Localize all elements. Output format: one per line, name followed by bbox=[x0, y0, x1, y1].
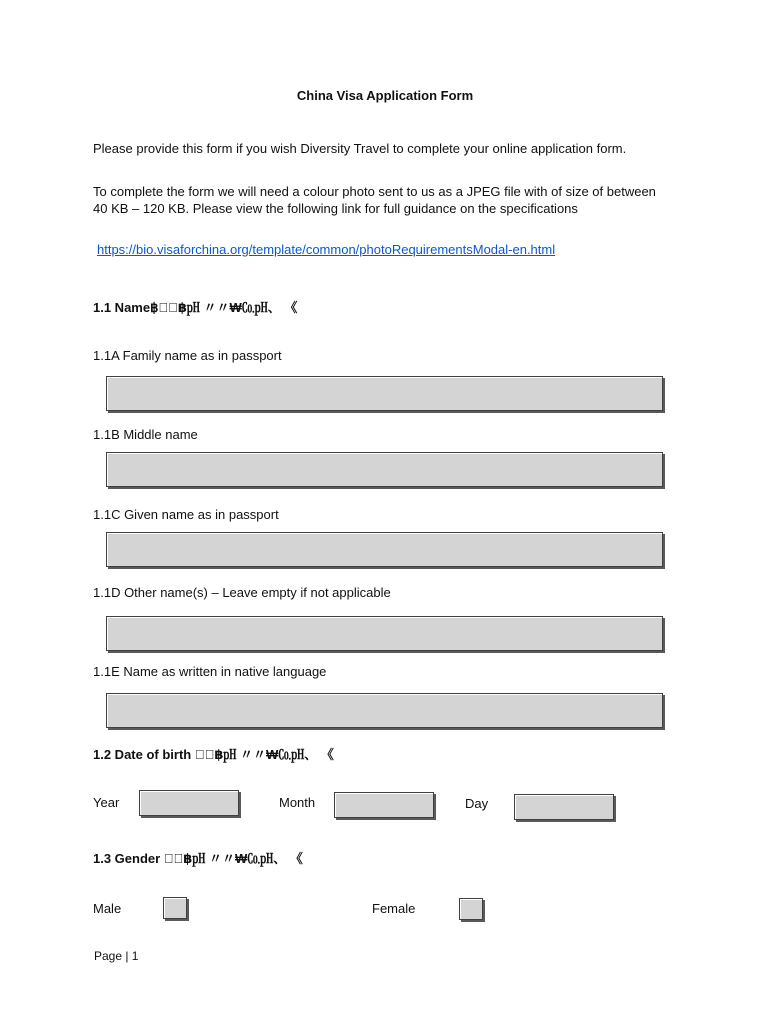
page-title: China Visa Application Form bbox=[296, 88, 474, 103]
intro-text: Please provide this form if you wish Diversity Travel to complete your online application form. bbox=[93, 141, 627, 156]
male-checkbox[interactable] bbox=[163, 897, 187, 919]
native-name-field[interactable] bbox=[106, 693, 663, 728]
year-label: Year bbox=[93, 795, 120, 810]
year-field[interactable] bbox=[139, 790, 239, 816]
day-label: Day bbox=[465, 796, 489, 811]
family-name-label: 1.1A Family name as in passport bbox=[93, 348, 282, 363]
female-checkbox[interactable] bbox=[459, 898, 483, 920]
gender-section-heading: 1.3 Gender 。ᷔ฿㏗ 〃〃₩㏇㏗、 《 bbox=[93, 851, 303, 866]
male-label: Male bbox=[93, 901, 122, 916]
female-label: Female bbox=[372, 901, 416, 916]
middle-name-label: 1.1B Middle name bbox=[93, 427, 198, 442]
month-field[interactable] bbox=[334, 792, 434, 818]
photo-requirements-link[interactable]: https://bio.visaforchina.org/template/common/photoRequirementsModal-en.html bbox=[97, 242, 556, 257]
family-name-field[interactable] bbox=[106, 376, 663, 411]
photo-instructions: To complete the form we will need a colour photo sent to us as a JPEG file with of size of between 40 KB – 120 KB. Please view the following link for full guidance on the specifications bbox=[93, 184, 656, 216]
name-section-heading: 1.1 Name฿。ᷔ฿㏗ 〃〃₩㏇㏗、 《 bbox=[93, 300, 298, 315]
native-name-label: 1.1E Name as written in native language bbox=[93, 664, 327, 679]
other-names-label: 1.1D Other name(s) – Leave empty if not applicable bbox=[93, 585, 391, 600]
day-field[interactable] bbox=[514, 794, 614, 820]
given-name-label: 1.1C Given name as in passport bbox=[93, 507, 279, 522]
month-label: Month bbox=[279, 795, 316, 810]
dob-section-heading: 1.2 Date of birth 。ᷔ฿㏗ 〃〃₩㏇㏗、 《 bbox=[93, 747, 334, 762]
page-number: Page | 1 bbox=[94, 949, 139, 963]
other-names-field[interactable] bbox=[106, 616, 663, 651]
middle-name-field[interactable] bbox=[106, 452, 663, 487]
given-name-field[interactable] bbox=[106, 532, 663, 567]
